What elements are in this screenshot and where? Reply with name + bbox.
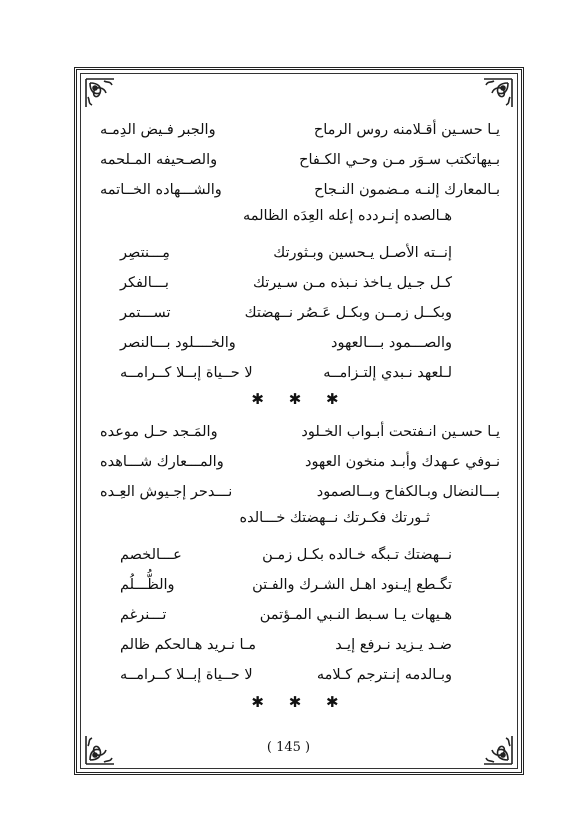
verse-first-half: نــهضتك تـبگه خـالده بكـل زمـن bbox=[262, 547, 452, 563]
verse-first-half: يـا حسـين أقـلامنه روس الرماح bbox=[313, 122, 500, 138]
verse-first-half: كـل جـيل يـاخذ نـبذه مـن سـيرتك bbox=[253, 275, 452, 291]
verse-second-half: تســـتمر bbox=[120, 305, 171, 321]
verse-line bbox=[100, 118, 500, 142]
verse-line bbox=[100, 178, 500, 202]
verse-second-half: مِـــنتصِر bbox=[120, 245, 170, 261]
verse-second-half: عـــالخصم bbox=[120, 547, 182, 563]
verse-line bbox=[100, 543, 500, 567]
verse-first-half: إنــته الأصـل يـحسين وبـثورتك bbox=[273, 245, 452, 261]
verse-line bbox=[100, 450, 500, 474]
ornament-icon bbox=[84, 77, 116, 109]
verse-second-half: مـا نـريد هـالحكم ظالم bbox=[120, 637, 256, 653]
verse-line bbox=[100, 480, 500, 504]
verse-first-half: نـوفي عـهدك وأبـد منخون العهود bbox=[304, 454, 500, 470]
verse-first-half: وبـالدمه إنـترجم كـلامه bbox=[316, 667, 452, 683]
verse-second-half: والشـــهاده الخــاتمه bbox=[100, 182, 222, 198]
verse-line bbox=[100, 420, 500, 444]
verse-line bbox=[100, 603, 500, 627]
verse-first-half: وبكــل زمــن وبكـل عَـصُر نــهضتك bbox=[244, 305, 452, 321]
page-number: ( 145 ) bbox=[266, 740, 311, 755]
verse-line bbox=[100, 633, 500, 657]
verse-second-half: والظُّـــلُم bbox=[120, 577, 175, 593]
verse-line bbox=[100, 663, 500, 687]
verse-second-half: والجبر فـيض الدِمـه bbox=[100, 122, 216, 138]
verse-second-half: نـــدحر إجـيوش العِـده bbox=[100, 484, 233, 500]
verse-first-half: ضـد يـزيد نـرفع إيـد bbox=[335, 637, 452, 653]
verse-second-half: لا حــياة إبــلا كــرامــه bbox=[120, 667, 253, 683]
verse-line bbox=[100, 573, 500, 597]
verse-second-half: بـــالفكر bbox=[120, 275, 169, 291]
verse-first-half: والصـــمود بـــالعهود bbox=[331, 335, 452, 351]
verse-first-half: يـا حسـين انـفتحت أبـواب الخـلود bbox=[301, 424, 500, 440]
verse-first-half: لـلعهد نـبدي إلتـزامــه bbox=[323, 365, 452, 381]
verse-line bbox=[100, 241, 500, 265]
verse-second-half: والصـحيفه المـلحمه bbox=[100, 152, 218, 168]
verse-second-half: والخــــلود بـــالنصر bbox=[120, 335, 236, 351]
verse-line bbox=[100, 148, 500, 172]
verse-line bbox=[100, 361, 500, 385]
stars-divider: ✱ ✱ ✱ bbox=[251, 390, 349, 408]
verse-second-half: والمـــعارك شـــاهده bbox=[100, 454, 224, 470]
verse-second-half: لا حــياة إبــلا كــرامــه bbox=[120, 365, 253, 381]
verse-line bbox=[100, 271, 500, 295]
verse-first-half: بـالمعارك إلنـه مـضمون النـجاح bbox=[314, 182, 500, 198]
verse-second-half: تـــنرغم bbox=[120, 607, 167, 623]
verse-second-half: والمَـجد حـل موعده bbox=[100, 424, 218, 440]
verse-line bbox=[100, 331, 500, 355]
verse-first-half: تگـطع إيـنود اهـل الشـرك والفـتن bbox=[252, 577, 452, 593]
verse-first-half: بـــالنضال وبـالكفاح وبــالصمود bbox=[316, 484, 500, 500]
verse-refrain: هـالصده إنـردده إعله العِدَه الظالمه bbox=[242, 208, 452, 224]
verse-line bbox=[100, 301, 500, 325]
verse-first-half: هـيهات يـا سـبط النـبي المـؤتمن bbox=[259, 607, 452, 623]
verse-refrain: ثـورتك فكـرتك نــهضتك خـــالده bbox=[239, 510, 430, 526]
ornament-icon bbox=[482, 77, 514, 109]
stars-divider: ✱ ✱ ✱ bbox=[251, 693, 349, 711]
verse-first-half: بـيهاتكتب سـوَر مـن وحـي الكـفاح bbox=[299, 152, 500, 168]
